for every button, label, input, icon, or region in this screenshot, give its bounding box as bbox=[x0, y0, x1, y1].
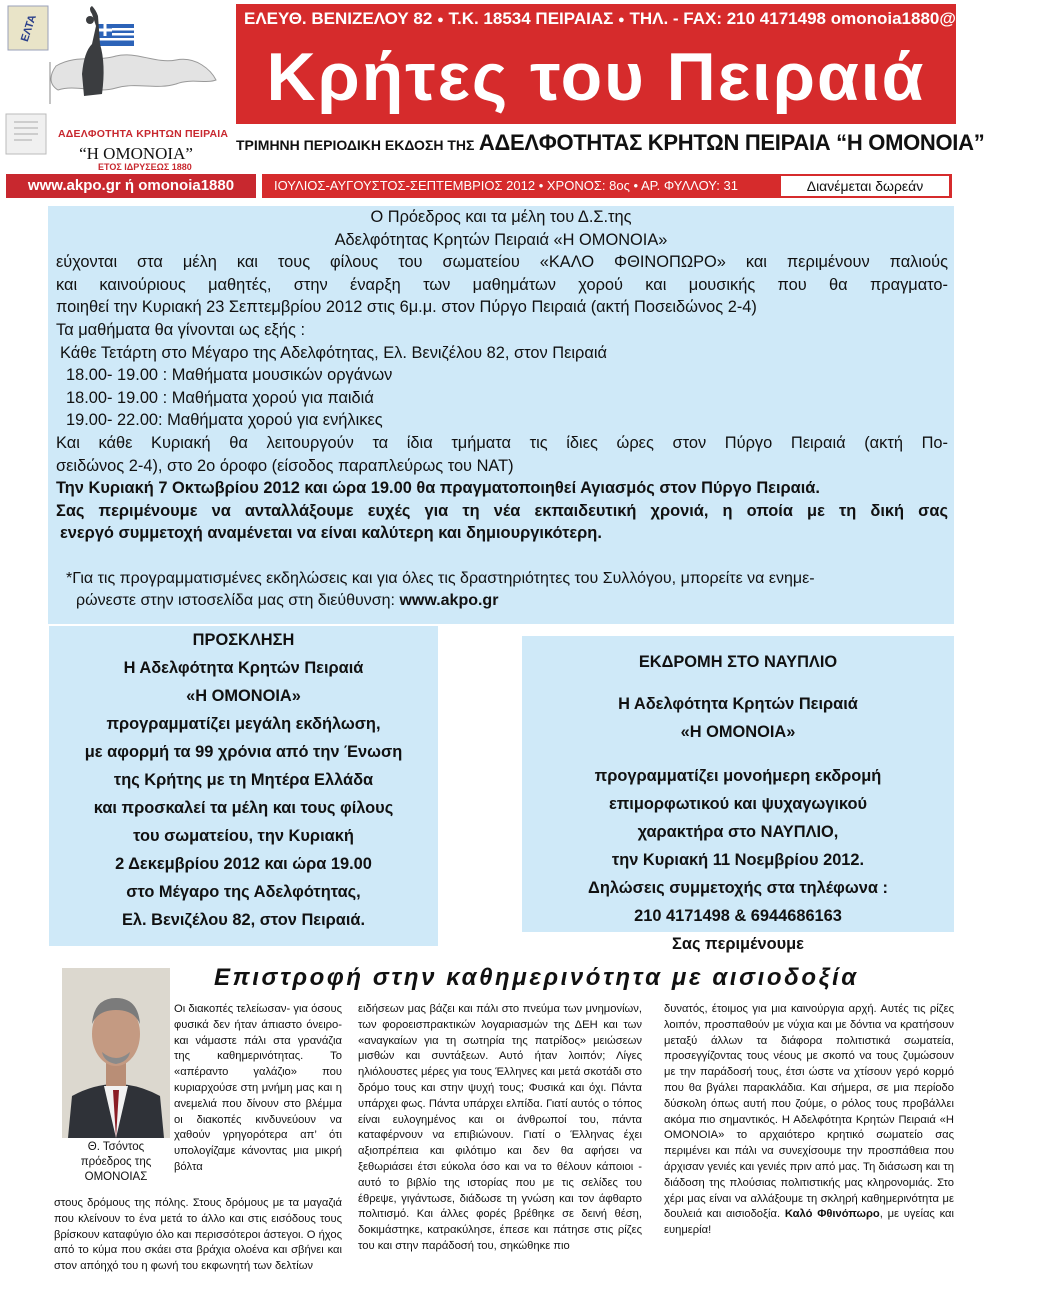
schedule-item: 19.00- 22.00: Μαθήματα χορού για ενήλικες bbox=[66, 411, 383, 430]
publication-subtitle bbox=[236, 130, 985, 156]
sunday-line: Και κάθε Κυριακή θα λειτουργούν τα ίδια τμήματα τις ίδιες ώρες στον Πύργο Πειραιά (ακτή Πο- bbox=[56, 433, 948, 452]
bullet-icon: ● bbox=[618, 14, 625, 26]
contact-address: ΕΛΕΥΘ. ΒΕΝΙΖΕΛΟΥ 82 bbox=[244, 9, 433, 28]
excursion-detail: χαρακτήρα στο ΝΑΥΠΛΙΟ, bbox=[637, 823, 839, 841]
issue-number: ΑΡ. ΦΥΛΛΟΥ: 31 bbox=[640, 178, 738, 193]
article-paragraph: Οι διακοπές τελείωσαν- για όσους φυσικά δεν ήταν άπιαστο όνειρο- και νάμαστε πάλι στα γρανάζια της καθημερινότητας. Το «απέραντο γαλάζιο» που κυριαρχούσε στη μνήμη μας και η ανεμελιά που δίνουν στο βλέμμα οι διακοπές κινδυνεύουν να χαθούν γρηγορότερα απ’ ότι υπολογίζαμε κάνοντας μια μικρή βόλτα bbox=[174, 1003, 342, 1173]
invitation-line: με αφορμή τα 99 χρόνια από την Ένωση bbox=[84, 743, 403, 761]
excursion-org: Η Αδελφότητα Κρητών Πειραιά bbox=[618, 695, 858, 713]
invitation-line: στο Μέγαρο της Αδελφότητας, bbox=[126, 883, 361, 901]
caption-line: ΟΜΟΝΟΙΑΣ bbox=[84, 1171, 148, 1183]
svg-text:ΕΛΤΑ: ΕΛΤΑ bbox=[18, 13, 39, 44]
article-paragraph: ειδήσεων μας βάζει και πάλι στο πνεύμα των μνημονίων, των φοροεισπρακτικών λογαριασμών της ΔΕΗ και των «αναγκαίων για τη σωτηρία της πατρίδος» μειώσεων μισθών και συντάξεων. Αυτό ήταν λοιπόν; Λίγες ηλιόλουστες μέρες για τους Έλληνες και μετά σκοτάδι στο δρόμο τους και στην ψυχή τους; Φυσικά και όχι. Πάντα υπάρχει φως. Πάντα υπάρχει ελπίδα. Γιατί αυτός ο τόπος είναι ευλογημένος και οι άνθρωποί του, πάντα καταφέρνουν να επιβιώνουν. Γιατί ο Έλληνας έχει αξιοπρέπεια και φιλότιμο και δεν θα αφήσει να ξεθωριάσει έτσι εύκολα όσο και να το θέλουν κάποιοι - αυτό το βιβλίο της ιστορίας που με τις σελίδες του έθρεψε, γιγάντωσε, διάδωσε τη γνώση και τον άφθαρτο πολιτισμό. Και άλλες φορές βρέθηκε σε δεινή θέση, δοκιμάστηκε, κατρακύλησε, έπεσε και πάτησε στις ρίζες του και στην παράδοσή του, σηκώθηκε πιο bbox=[358, 1003, 642, 1252]
photo-caption bbox=[60, 1140, 172, 1185]
sunday-line: σειδώνος 2-4), στο 2ο όροφο (είσοδος παραπλεύρως του ΝΑΤ) bbox=[56, 456, 514, 475]
invitation-line: του σωματείου, την Κυριακή bbox=[133, 827, 354, 845]
invitation-line: «Η ΟΜΟΝΟΙΑ» bbox=[186, 687, 301, 705]
lead-paragraph-line: και καινούριους μαθητές, στην έναρξη των μαθημάτων χορού και μουσικής που θα πραγματο- bbox=[56, 275, 948, 294]
lead-text bbox=[48, 206, 954, 545]
masthead-title: Κρήτες του Πειραιά bbox=[236, 34, 956, 124]
article-text: δυνατός, έτοιμος για μια καινούργια αρχή. Αυτές τις ρίζες λοιπόν, προσπαθούν με νύχια και με δόντια να κρατήσουν μεταξύ άλλων τα διάφορα πολιτιστικά σωματεία, προσεγγίζοντας τους νέους με σκοπό να τους ζυμώσουν με την παράδοσή τους, έτσι ώστε να χτίσουν γερό κορμό που θα βγάλει παρακλάδια. Και σήμερα, σε μια περίοδο δύσκολη όπως αυτή που ζούμε, ο ρόλος τους προβάλλει ακόμα πιο σημαντικός. Η Αδελφότητα Κρητών Πειραιά «Η ΟΜΟΝΟΙΑ» το αρχαιότερο κρητικό σωματείο σας περιμένει και πάλι να συνεχίσουμε την προσπάθεια που άρχισαν γενιές και γενιές πριν από μας. Τη διάσωση και τη διάδοση της πλούσιας πολιτιστικής μας κληρονομιάς. Στο χέρι μας είναι να αλλάξουμε τη σκληρή καθημερινότητα με δουλειά και αισιοδοξία. bbox=[664, 1003, 954, 1221]
portrait-icon bbox=[62, 968, 170, 1138]
article-title: Επιστροφή στην καθημερινότητα με αισιοδοξία bbox=[214, 964, 859, 991]
contact-postal-code: Τ.Κ. 18534 ΠΕΙΡΑΙΑΣ bbox=[448, 9, 614, 28]
schedule-item: 18.00- 19.00 : Μαθήματα μουσικών οργάνων bbox=[66, 366, 393, 385]
excursion-detail: επιμορφωτικού και ψυχαγωγικού bbox=[608, 795, 868, 813]
caption-line: πρόεδρος της bbox=[80, 1156, 152, 1168]
article-closing-wish: Καλό Φθινόπωρο bbox=[784, 1208, 880, 1221]
lead-announcement bbox=[48, 206, 954, 624]
article-column-1-bottom bbox=[54, 1196, 342, 1275]
article-column-1-top bbox=[174, 1002, 342, 1176]
brotherhood-logo bbox=[6, 4, 230, 176]
website-note-line bbox=[66, 590, 946, 612]
bullet-icon: • bbox=[538, 178, 544, 193]
bullet-icon: • bbox=[633, 178, 639, 193]
president-photo bbox=[62, 968, 170, 1138]
article-paragraph: στους δρόμους της πόλης. Στους δρόμους με τα μαγαζιά που κλείνουν το ένα μετά το άλλο και στις εισόδους τους βρίσκουν καταφύγιο όλο και περισσότεροι άστεγοι. Ο ήχος από το κύμα που σκάει στα βράχια ολοένα και σβήνει και στον απόηχό του η φωνή του εκφωνητή των δελτίων bbox=[54, 1197, 342, 1273]
lead-paragraph-line: εύχονται στα μέλη και τους φίλους του σωματείου «ΚΑΛΟ ΦΘΙΝΟΠΩΡΟ» και περιμένουν παλιούς bbox=[56, 253, 948, 272]
article-column-3 bbox=[664, 1002, 954, 1239]
caption-line: Θ. Τσόντος bbox=[87, 1141, 145, 1153]
free-distribution-badge: Διανέμεται δωρεάν bbox=[781, 176, 949, 196]
issue-info-bar bbox=[262, 174, 952, 198]
contact-strip bbox=[236, 4, 1040, 34]
lead-heading-1: Ο Πρόεδρος και τα μέλη του Δ.Σ.της bbox=[370, 208, 632, 226]
website-note-line: *Για τις προγραμματισμένες εκδηλώσεις και για όλες τις δραστηριότητες του Συλλόγου, μπορείτε να ενημε- bbox=[66, 570, 815, 587]
logo-association-name: “Η ΟΜΟΝΟΙΑ” bbox=[79, 144, 193, 163]
schedule-intro: Τα μαθήματα θα γίνονται ως εξής : bbox=[56, 320, 306, 339]
logo-brotherhood-label: ΑΔΕΛΦΟΤΗΤΑ ΚΡΗΤΩΝ ΠΕΙΡΑΙΑ bbox=[58, 128, 229, 140]
lead-paragraph-line: ποιηθεί την Κυριακή 23 Σεπτεμβρίου 2012 στις 6μ.μ. στον Πύργο Πειραιά (ακτή Ποσειδώνος 2-4) bbox=[56, 298, 757, 317]
website-url-link[interactable]: www.akpo.gr bbox=[399, 592, 499, 609]
invitation-box bbox=[49, 626, 438, 946]
subtitle-small: ΤΡΙΜΗΝΗ ΠΕΡΙΟΔΙΚΗ ΕΚΔΟΣΗ ΤΗΣ bbox=[236, 137, 475, 153]
excursion-detail: την Κυριακή 11 Νοεμβρίου 2012. bbox=[611, 851, 865, 869]
lead-heading-2: Αδελφότητας Κρητών Πειραιά «Η ΟΜΟΝΟΙΑ» bbox=[334, 230, 668, 249]
excursion-phones: 210 4171498 & 6944686163 bbox=[634, 907, 842, 925]
invitation-line: Ελ. Βενιζέλου 82, στον Πειραιά. bbox=[121, 911, 366, 929]
invitation-line: Η Αδελφότητα Κρητών Πειραιά bbox=[123, 659, 364, 677]
excursion-detail: Δηλώσεις συμμετοχής στα τηλέφωνα : bbox=[588, 879, 888, 897]
contact-phone-email: ΤΗΛ. - FAX: 210 4171498 omonoia1880@gmail.com bbox=[629, 9, 1040, 28]
website-note-text: ρώνεστε στην ιστοσελίδα μας στη διεύθυνση: bbox=[76, 592, 395, 609]
excursion-box bbox=[522, 636, 954, 953]
article-text: , με υγείας και ευημερία! bbox=[664, 1208, 954, 1237]
article-paragraph bbox=[664, 1002, 954, 1239]
schedule-place: Κάθε Τετάρτη στο Μέγαρο της Αδελφότητας, Ελ. Βενιζέλου 82, στον Πειραιά bbox=[60, 343, 607, 362]
closing-line: ενεργό συμμετοχή αναμένεται να είναι καλύτερη και δημιουργικότερη. bbox=[60, 524, 602, 543]
subtitle-big: ΑΔΕΛΦΟΤΗΤΑΣ ΚΡΗΤΩΝ ΠΕΙΡΑΙΑ “Η ΟΜΟΝΟΙΑ” bbox=[478, 130, 985, 155]
excursion-detail: Σας περιμένουμε bbox=[672, 935, 804, 953]
issue-year: ΧΡΟΝΟΣ: 8ος bbox=[546, 178, 630, 193]
issue-details bbox=[274, 174, 738, 198]
bullet-icon: ● bbox=[437, 14, 444, 26]
website-label: www.akpo.gr ή omonoia1880 bbox=[6, 174, 256, 198]
website-note bbox=[66, 568, 946, 612]
excursion-title: ΕΚΔΡΟΜΗ ΣΤΟ ΝΑΥΠΛΙΟ bbox=[638, 653, 838, 671]
invitation-line: προγραμματίζει μεγάλη εκδήλωση, bbox=[106, 715, 381, 733]
issue-period: ΙΟΥΛΙΟΣ-ΑΥΓΟΥΣΤΟΣ-ΣΕΠΤΕΜΒΡΙΟΣ 2012 bbox=[274, 178, 536, 193]
blessing-line: Την Κυριακή 7 Οκτωβρίου 2012 και ώρα 19.00 θα πραγματοποιηθεί Αγιασμός στον Πύργο Πειραιά. bbox=[56, 479, 820, 498]
invitation-line: της Κρήτης με τη Μητέρα Ελλάδα bbox=[113, 771, 374, 789]
invitation-line: και προσκαλεί τα μέλη και τους φίλους bbox=[93, 799, 394, 817]
article-column-2 bbox=[358, 1002, 642, 1255]
schedule-item: 18.00- 19.00 : Μαθήματα χορού για παιδιά bbox=[66, 388, 374, 407]
excursion-detail: προγραμματίζει μονοήμερη εκδρομή bbox=[594, 767, 882, 785]
logo-established-year: ΕΤΟΣ ΙΔΡΥΣΕΩΣ 1880 bbox=[98, 162, 192, 172]
invitation-line: 2 Δεκεμβρίου 2012 και ώρα 19.00 bbox=[115, 855, 372, 873]
invitation-line: ΠΡΟΣΚΛΗΣΗ bbox=[192, 631, 295, 649]
closing-line: Σας περιμένουμε να ανταλλάξουμε ευχές για τη νέα εκπαιδευτική χρονιά, η οποία με τη δική σας bbox=[56, 501, 948, 520]
excursion-org: «Η ΟΜΟΝΟΙΑ» bbox=[680, 723, 796, 741]
